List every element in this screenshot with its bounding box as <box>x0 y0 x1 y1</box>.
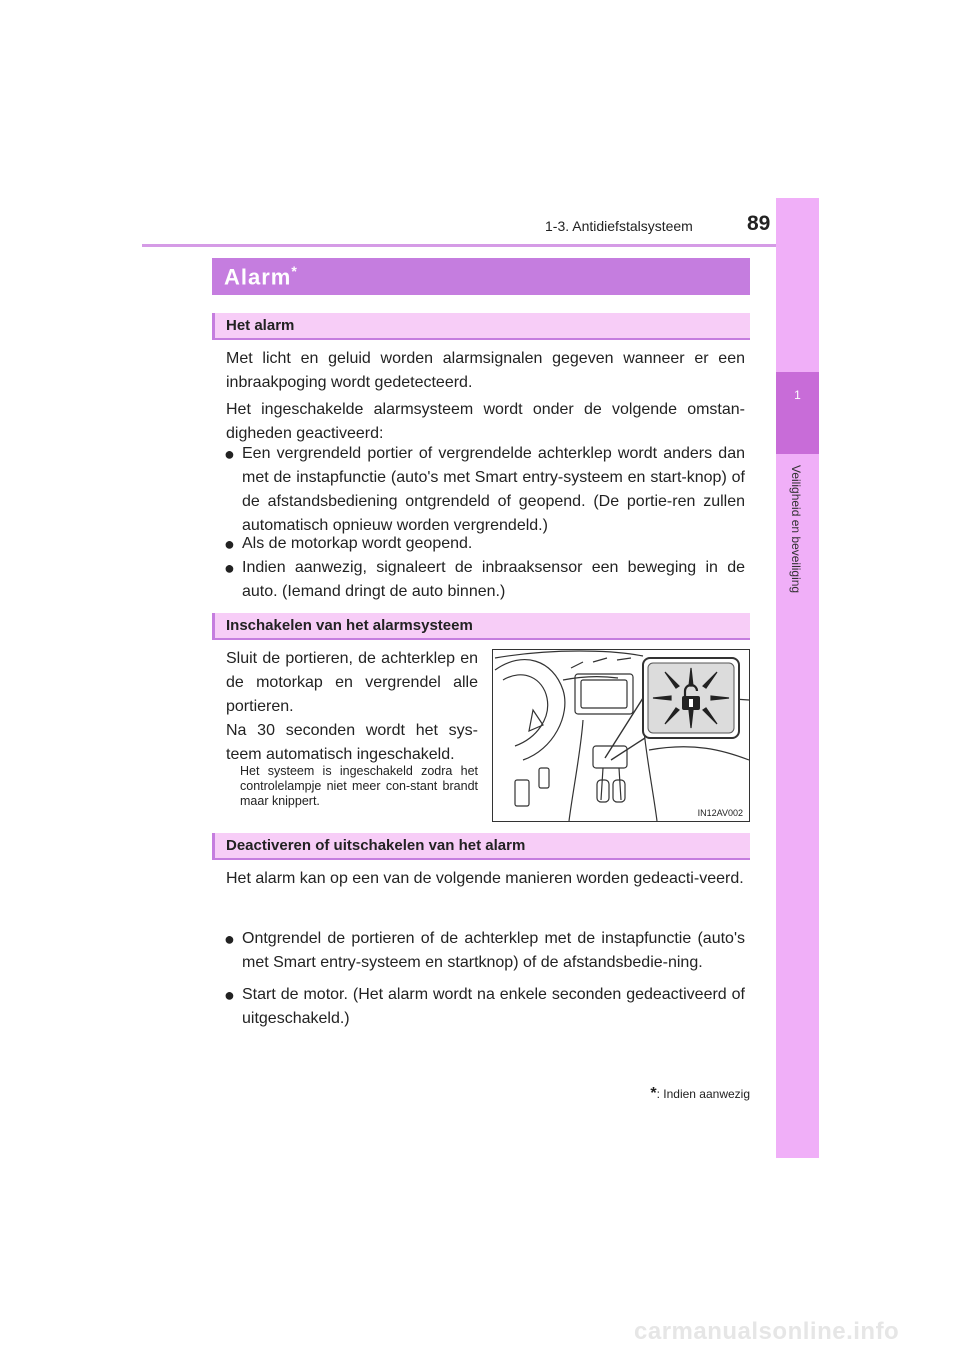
footnote-text: : Indien aanwezig <box>656 1087 750 1101</box>
bullet-icon: ● <box>224 444 235 464</box>
list-item <box>226 442 745 538</box>
list-item-text: Als de motorkap wordt geopend. <box>242 535 473 552</box>
section-header-deactiveren <box>212 833 750 860</box>
paragraph: Met licht en geluid worden alarmsignalen gegeven wanneer er een inbraakpoging wordt gedetecteerd. <box>226 350 745 391</box>
paragraph: Sluit de portieren, de achterklep en de motorkap en vergrendel alle portieren. <box>226 650 478 715</box>
dashboard-illustration <box>492 649 750 822</box>
footnote-marker: * <box>650 1085 657 1102</box>
section-title: Inschakelen van het alarmsysteem <box>226 617 473 634</box>
list-item-text: Ontgrendel de portieren of de achterklep met de instapfunctie (auto's met Smart entry-systeem en startknop) of de afstandsbedie-ning. <box>242 930 745 971</box>
list-item <box>226 927 745 975</box>
section-title: Het alarm <box>226 317 295 334</box>
list-item <box>226 556 745 604</box>
page-title-bar <box>212 258 750 295</box>
footnote <box>630 1085 750 1103</box>
section-title: Deactiveren of uitschakelen van het alarm <box>226 837 526 854</box>
list-item-text: Start de motor. (Het alarm wordt na enkele seconden gedeactiveerd of uitgeschakeld.) <box>242 986 745 1027</box>
list-item <box>226 532 745 556</box>
list-item <box>226 983 745 1031</box>
chapter-side-tab <box>776 198 819 1158</box>
paragraph: Na 30 seconden wordt het sys-teem automatisch ingeschakeld. <box>226 722 478 763</box>
dashboard-drawing <box>493 650 749 821</box>
page-number: 89 <box>747 212 771 235</box>
chapter-title: Veiligheid en beveiliging <box>789 465 803 594</box>
bullet-icon: ● <box>224 534 235 554</box>
bullet-icon: ● <box>224 558 235 578</box>
list-item-text: Indien aanwezig, signaleert de inbraaksensor een beweging in de auto. (Iemand dringt de auto binnen.) <box>242 559 745 600</box>
list-item-text: Een vergrendeld portier of vergrendelde achterklep wordt anders dan met de instapfunctie (auto's met Smart entry-systeem en start-knop) of de afstandsbediening ontgrendeld of geopend. (De portie-ren zullen automatisch opnieuw worden vergrendeld.) <box>242 445 745 534</box>
bullet-icon: ● <box>224 985 235 1005</box>
title-marker: * <box>291 263 298 279</box>
paragraph: Het ingeschakelde alarmsysteem wordt onder de volgende omstan-digheden geactiveerd: <box>226 401 745 442</box>
chapter-number-box <box>776 372 819 454</box>
section-header-het-alarm <box>212 313 750 340</box>
chapter-number: 1 <box>794 388 801 402</box>
image-code: IN12AV002 <box>697 808 743 818</box>
watermark: carmanualsonline.info <box>634 1318 900 1345</box>
page-title-text: Alarm <box>224 264 292 290</box>
running-header: 1-3. Antidiefstalsysteem <box>545 218 693 234</box>
section-header-inschakelen <box>212 613 750 640</box>
paragraph: Het alarm kan op een van de volgende manieren worden gedeacti-veerd. <box>226 870 744 887</box>
header-rule <box>142 244 818 247</box>
page-title <box>224 263 298 290</box>
bullet-icon: ● <box>224 929 235 949</box>
note-text: Het systeem is ingeschakeld zodra het controlelampje niet meer con-stant brandt maar knippert. <box>240 764 478 808</box>
